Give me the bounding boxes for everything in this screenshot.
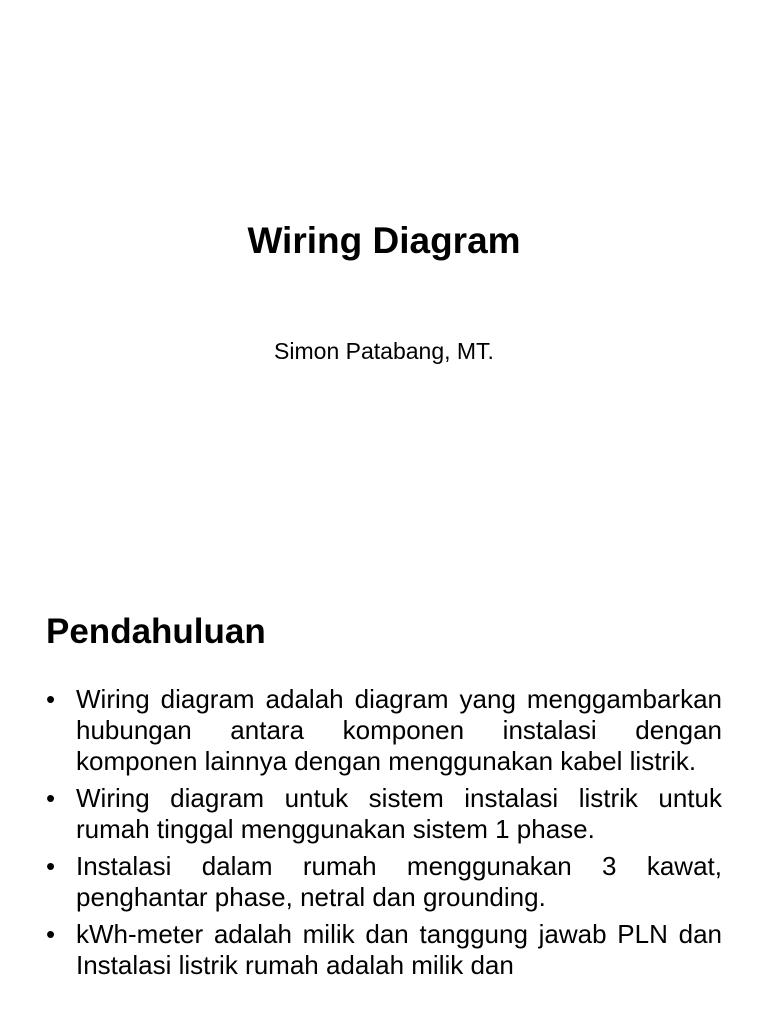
- content-slide: [0, 576, 768, 1024]
- bullet-text: kWh-meter adalah milik dan tanggung jawab PLN dan Instalasi listrik rumah adalah milik dan: [76, 919, 722, 980]
- bullet-icon: •: [46, 783, 56, 813]
- bullet-list: [0, 684, 768, 987]
- bullet-item: [46, 684, 722, 777]
- bullet-text: Wiring diagram adalah diagram yang menggambarkan hubungan antara komponen instalasi dengan komponen lainnya dengan menggunakan kabel listrik.: [76, 684, 722, 776]
- slide-title: Wiring Diagram: [247, 220, 521, 261]
- slide-subtitle-author: Simon Patabang, MT.: [274, 338, 494, 364]
- bullet-item: [46, 919, 722, 981]
- section-heading: Pendahuluan: [46, 612, 266, 651]
- bullet-icon: •: [46, 851, 56, 881]
- bullet-icon: •: [46, 919, 56, 949]
- bullet-icon: •: [46, 684, 56, 714]
- bullet-item: [46, 783, 722, 845]
- bullet-text: Instalasi dalam rumah menggunakan 3 kawat, penghantar phase, netral dan grounding.: [76, 851, 722, 912]
- bullet-item: [46, 851, 722, 913]
- bullet-text: Wiring diagram untuk sistem instalasi listrik untuk rumah tinggal menggunakan sistem 1 phase.: [76, 783, 722, 844]
